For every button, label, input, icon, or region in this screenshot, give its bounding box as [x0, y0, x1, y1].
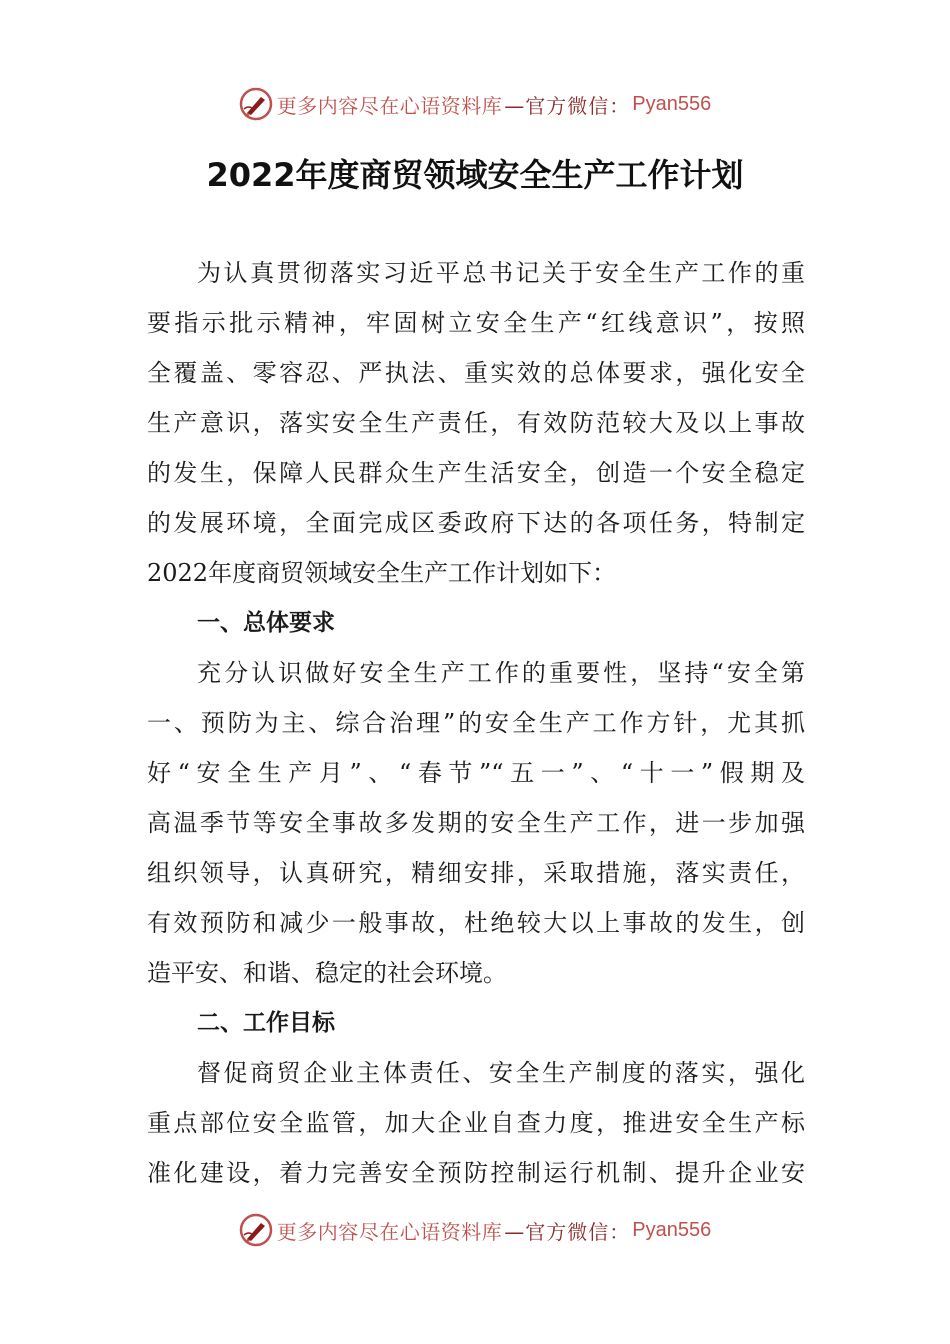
paragraph-line: 一、预防为主、综合治理”的安全生产工作方针，尤其抓	[147, 709, 805, 737]
paragraph-line: 高温季节等安全事故多发期的安全生产工作，进一步加强	[147, 809, 805, 837]
paragraph-line: 督促商贸企业主体责任、安全生产制度的落实，强化	[197, 1059, 805, 1087]
paragraph-line: 生产意识，落实安全生产责任，有效防范较大及以上事故	[147, 409, 805, 437]
pen-logo-icon	[239, 87, 273, 121]
intro-paragraph	[147, 248, 805, 598]
watermark-separator: —官方微信：	[504, 93, 631, 118]
paragraph-line: 重点部位安全监管，加大企业自查力度，推进安全生产标	[147, 1109, 805, 1137]
paragraph-line: 准化建设，着力完善安全预防控制运行机制、提升企业安	[147, 1159, 805, 1187]
paragraph-line: 好“安全生产月”、“春节”“五一”、“十一”假期及	[147, 759, 805, 787]
section-heading-work-goals: 二、工作目标	[197, 1010, 335, 1036]
paragraph-line: 充分认识做好安全生产工作的重要性，坚持“安全第	[197, 659, 805, 687]
paragraph-line: 的发展环境，全面完成区委政府下达的各项任务，特制定	[147, 509, 805, 537]
watermark-footer	[0, 1210, 950, 1250]
watermark-brand: 更多内容尽在心语资料库	[276, 1219, 503, 1244]
paragraph-line: 要指示批示精神，牢固树立安全生产“红线意识”，按照	[147, 309, 805, 337]
paragraph-line: 的发生，保障人民群众生产生活安全，创造一个安全稳定	[147, 459, 805, 487]
watermark-separator: —官方微信：	[504, 1219, 631, 1244]
paragraph-line: 为认真贯彻落实习近平总书记关于安全生产工作的重	[197, 259, 805, 287]
section1-paragraph	[147, 648, 805, 998]
paragraph-line: 2022年度商贸领域安全生产工作计划如下：	[147, 559, 617, 587]
paragraph-line: 全覆盖、零容忍、严执法、重实效的总体要求，强化安全	[147, 359, 805, 387]
section2-paragraph	[147, 1048, 805, 1198]
document-title: 2022年度商贸领域安全生产工作计划	[206, 156, 744, 194]
paragraph-line: 组织领导，认真研究，精细安排，采取措施，落实责任，	[147, 859, 805, 887]
watermark-wechat-id: Pyan556	[632, 1218, 712, 1241]
document-body	[147, 248, 805, 1198]
watermark-wechat-id: Pyan556	[632, 92, 712, 115]
watermark-brand: 更多内容尽在心语资料库	[276, 93, 503, 118]
section-heading-overall-requirements: 一、总体要求	[197, 610, 335, 636]
paragraph-line: 有效预防和减少一般事故，杜绝较大以上事故的发生，创	[147, 909, 805, 937]
pen-logo-icon	[239, 1213, 273, 1247]
paragraph-line: 造平安、和谐、稳定的社会环境。	[147, 959, 507, 987]
watermark-header	[0, 84, 950, 124]
